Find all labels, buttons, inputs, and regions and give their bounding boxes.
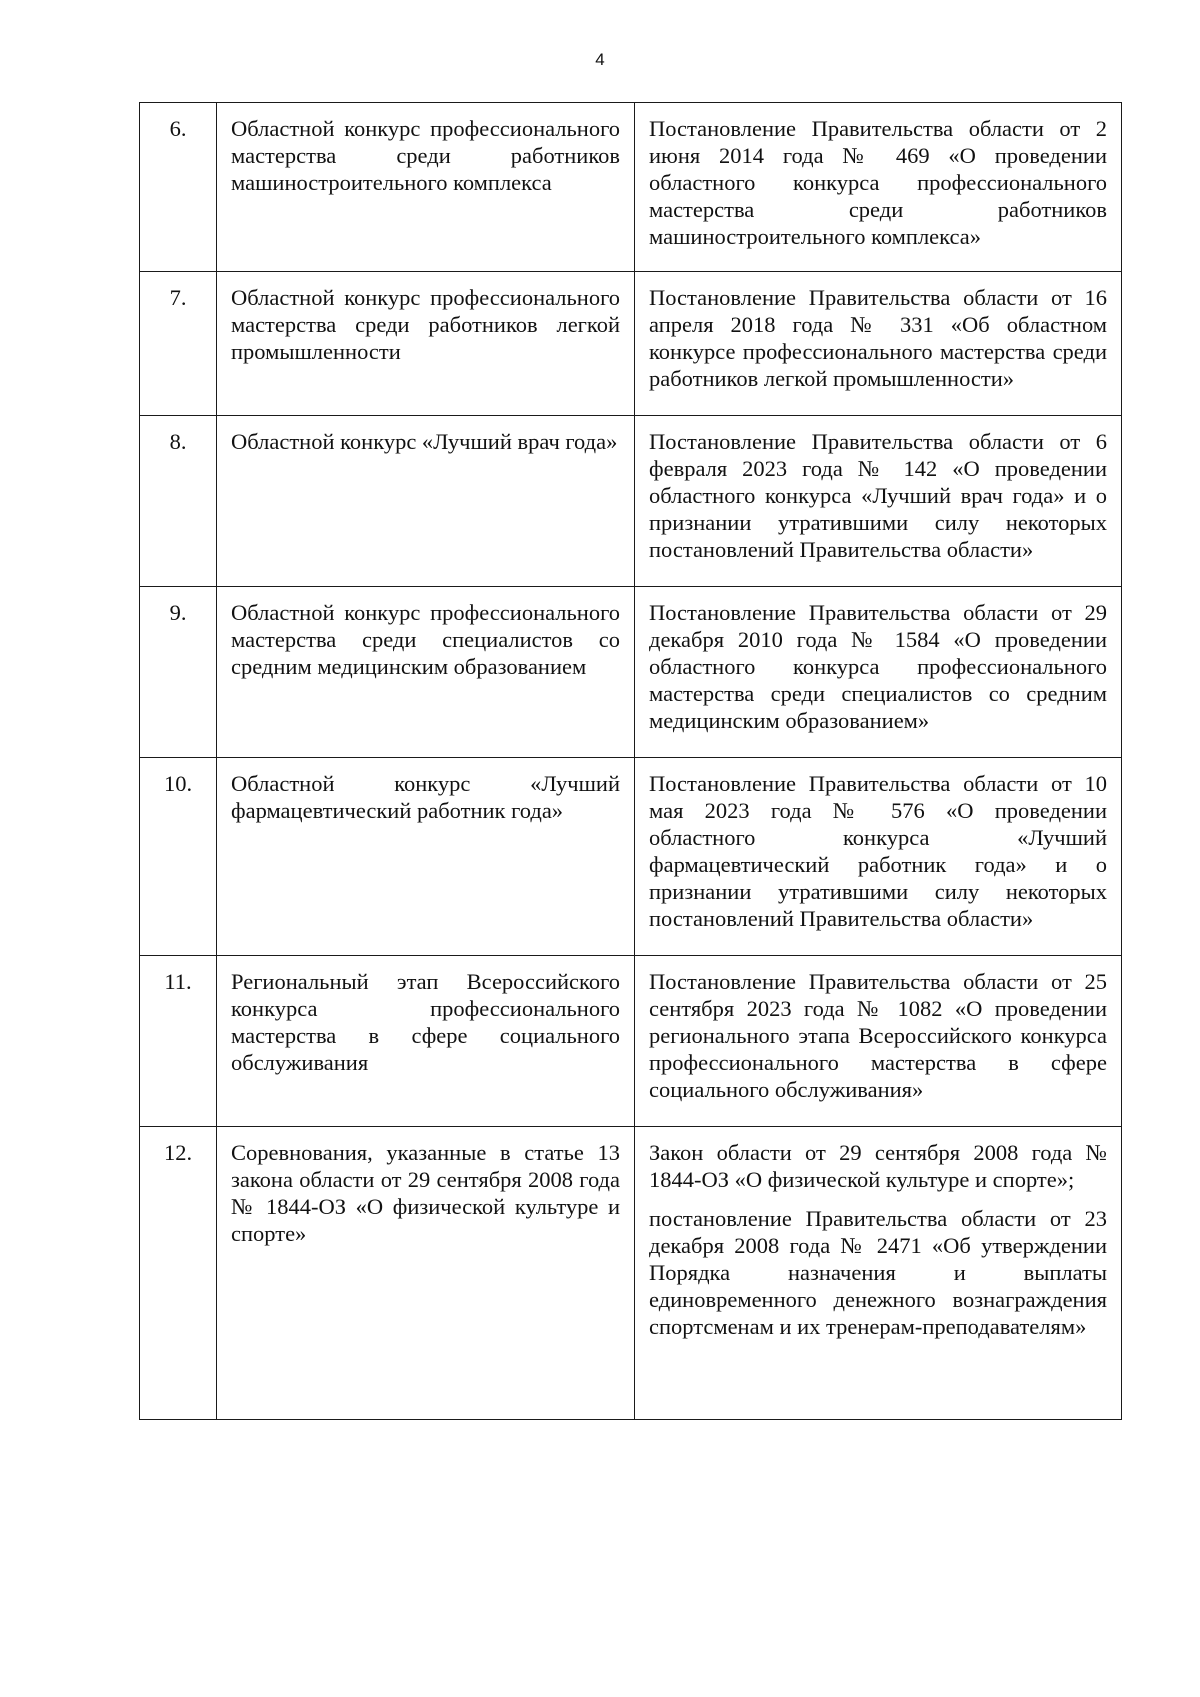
competition-name: Областной конкурс профессионального мастерства среди работников легкой промышленности (217, 272, 635, 416)
table-row (140, 416, 1122, 587)
competition-name: Областной конкурс профессионального мастерства среди специалистов со средним медицинским образованием (217, 587, 635, 758)
legal-document: Постановление Правительства области от 16 апреля 2018 года № 331 «Об областном конкурсе профессионального мастерства среди работников легкой промышленности» (649, 285, 1107, 391)
competition-name: Областной конкурс «Лучший фармацевтический работник года» (217, 758, 635, 956)
legal-basis (635, 416, 1122, 587)
table-row (140, 758, 1122, 956)
competitions-table (139, 102, 1122, 1420)
table-row (140, 272, 1122, 416)
legal-basis (635, 1127, 1122, 1420)
table-row (140, 1127, 1122, 1420)
row-number: 6. (140, 103, 217, 272)
row-number: 11. (140, 956, 217, 1127)
row-number: 8. (140, 416, 217, 587)
legal-document: Постановление Правительства области от 25 сентября 2023 года № 1082 «О проведении регионального этапа Всероссийского конкурса профессионального мастерства в сфере социального обслуживания» (649, 969, 1107, 1102)
table-row (140, 587, 1122, 758)
competition-name: Соревнования, указанные в статье 13 закона области от 29 сентября 2008 года № 1844-ОЗ «О физической культуре и спорте» (217, 1127, 635, 1420)
row-number: 7. (140, 272, 217, 416)
legal-document: Закон области от 29 сентября 2008 года № 1844-ОЗ «О физической культуре и спорте»; (649, 1140, 1107, 1192)
legal-document: Постановление Правительства области от 2 июня 2014 года № 469 «О проведении областного конкурса профессионального мастерства среди работников машиностроительного комплекса» (649, 116, 1107, 249)
legal-basis (635, 758, 1122, 956)
legal-document: Постановление Правительства области от 6 февраля 2023 года № 142 «О проведении областного конкурса «Лучший врач года» и о признании утратившими силу некоторых постановлений Правительства области» (649, 429, 1107, 562)
legal-document: Постановление Правительства области от 10 мая 2023 года № 576 «О проведении областного конкурса «Лучший фармацевтический работник года» и о признании утратившими силу некоторых постановлений Правительства области» (649, 771, 1107, 931)
competition-name: Областной конкурс профессионального мастерства среди работников машиностроительного комплекса (217, 103, 635, 272)
legal-document: постановление Правительства области от 23 декабря 2008 года № 2471 «Об утверждении Порядка назначения и выплаты единовременного денежного вознаграждения спортсменам и их тренерам-преподавателям» (649, 1206, 1107, 1339)
legal-basis (635, 272, 1122, 416)
legal-basis (635, 956, 1122, 1127)
legal-basis (635, 587, 1122, 758)
page-number: 4 (595, 50, 605, 69)
table-row (140, 956, 1122, 1127)
row-number: 9. (140, 587, 217, 758)
competition-name: Региональный этап Всероссийского конкурса профессионального мастерства в сфере социального обслуживания (217, 956, 635, 1127)
table-row (140, 103, 1122, 272)
legal-basis (635, 103, 1122, 272)
legal-document: Постановление Правительства области от 29 декабря 2010 года № 1584 «О проведении областного конкурса профессионального мастерства среди специалистов со средним медицинским образованием» (649, 600, 1107, 733)
competition-name: Областной конкурс «Лучший врач года» (217, 416, 635, 587)
row-number: 12. (140, 1127, 217, 1420)
row-number: 10. (140, 758, 217, 956)
